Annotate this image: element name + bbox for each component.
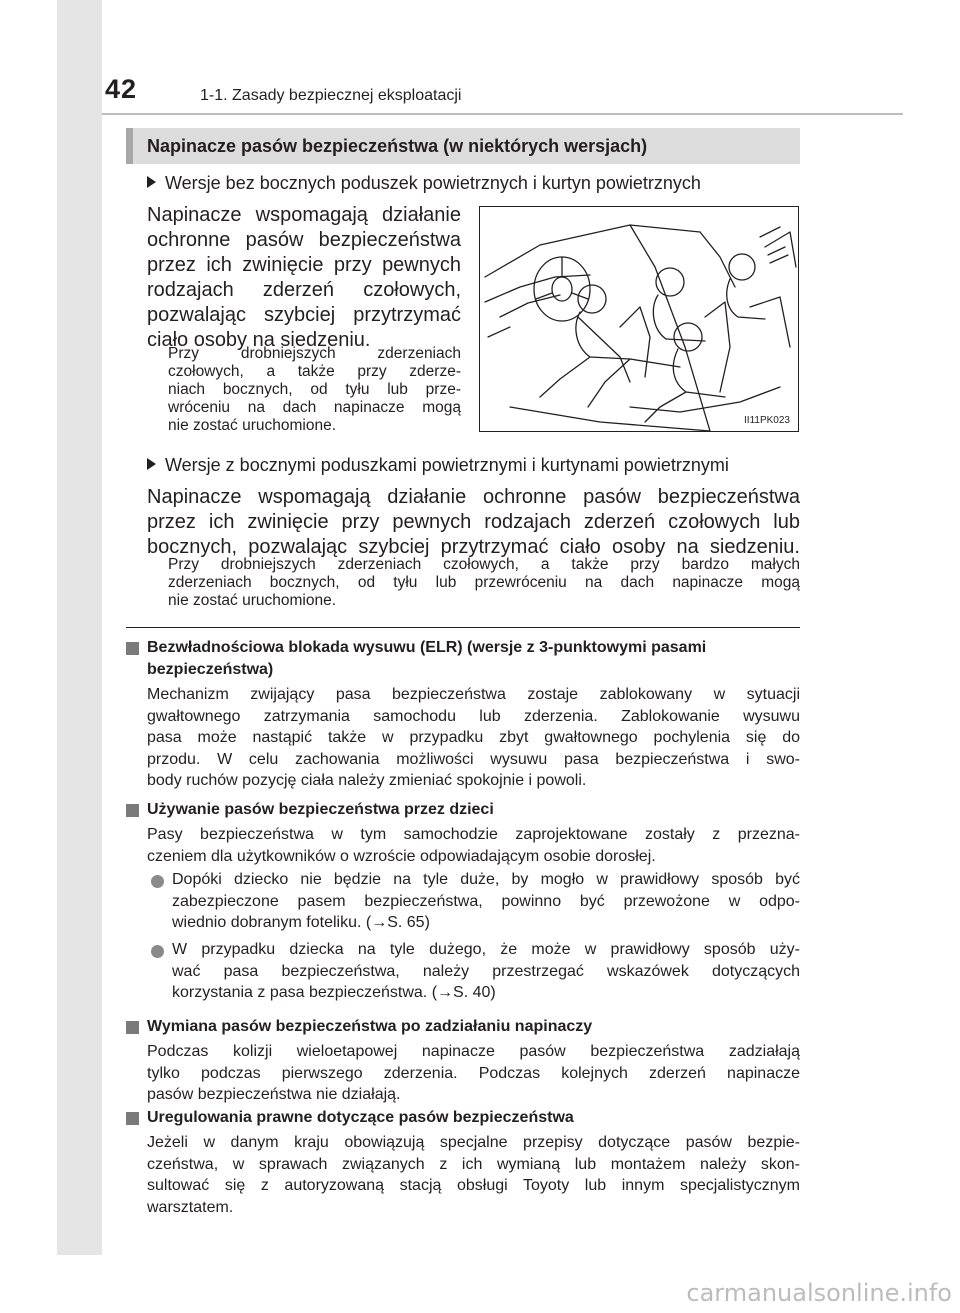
block2-paragraph — [147, 485, 800, 560]
body-line: pasa może nastąpić także w przypadku zbyt gwałtownego pochylenia się do — [147, 729, 800, 746]
section-title-replacement — [147, 1016, 800, 1038]
subheading-text: Wersje bez bocznych poduszek powietrznych i kurtyn powietrznych — [165, 173, 701, 193]
body-line: Pasy bezpieczeństwa w tym samochodzie zaprojektowane zostały z przezna- — [147, 826, 800, 843]
block1-note — [168, 345, 461, 435]
bullet-line: wać pasa bezpieczeństwa, należy przestrzegać wskazówek dotyczących — [172, 962, 800, 980]
title-line: bezpieczeństwa) — [147, 661, 274, 678]
section-body-replacement — [147, 1041, 800, 1106]
figure-code: II11PK023 — [744, 415, 790, 426]
car-interior-occupants-drawing — [480, 207, 798, 431]
body-line: Jeżeli w danym kraju obowiązują specjalne przepisy dotyczące pasów bezpie- — [147, 1134, 800, 1151]
note-line: nie zostać uruchomione. — [168, 417, 337, 434]
square-bullet-icon — [126, 642, 139, 655]
section-heading: Napinacze pasów bezpieczeństwa (w niektórych wersjach) — [147, 136, 648, 156]
note-line: wróceniu na dach napinacze mogą — [168, 399, 461, 416]
header-rule — [102, 113, 903, 115]
body-line: Podczas kolizji wieloetapowej napinacze pasów bezpieczeństwa zadziałają — [147, 1043, 800, 1060]
body-line: czeniem dla użytkowników o wzroście odpowiadającym osobie dorosłej. — [147, 847, 656, 865]
note-line: Przy drobniejszych zderzeniach czołowych, a także przy bardzo małych — [168, 556, 800, 573]
note-line: nie zostać uruchomione. — [168, 592, 337, 609]
subheading-no-side-airbags — [147, 173, 701, 194]
title-line: Wymiana pasów bezpieczeństwa po zadziałaniu napinaczy — [147, 1018, 593, 1035]
bullet-older-child — [172, 939, 800, 1004]
subheading-with-side-airbags — [147, 455, 729, 476]
round-bullet-icon — [151, 945, 164, 958]
body-line: body ruchów pozycję ciała należy zmieniać spokojnie i powoli. — [147, 772, 587, 789]
title-line: Uregulowania prawne dotyczące pasów bezpieczeństwa — [147, 1109, 574, 1126]
square-bullet-icon — [126, 1112, 139, 1125]
bullet-line: zabezpieczone pasem bezpieczeństwa, powinno być przewożone w odpo- — [172, 892, 800, 910]
watermark: carmanualsonline.info — [686, 1279, 952, 1307]
page-number: 42 — [105, 74, 138, 104]
body-line: przodu. W celu zachowania możliwości wysuwu pasa bezpieczeństwa i swo- — [147, 750, 800, 768]
body-line: tylko podczas pierwszego zderzenia. Podczas kolejnych zderzeń napinacze — [147, 1064, 800, 1082]
note-line: zderzeniach bocznych, od tyłu lub przewróceniu na dach napinacze mogą — [168, 574, 800, 591]
note-line: czołowych, a także przy zderze- — [168, 363, 461, 380]
body-line: Mechanizm zwijający pasa bezpieczeństwa zostaje zablokowany w sytuacji — [147, 686, 800, 703]
section-divider — [126, 627, 800, 628]
subheading-text: Wersje z bocznymi poduszkami powietrznymi i kurtynami powietrznymi — [165, 455, 729, 475]
text-line: rodzajach zderzeń czołowych, — [147, 279, 461, 301]
text-line: przez ich zwinięcie przy pewnych — [147, 254, 461, 276]
text-line: przez ich zwinięcie przy pewnych rodzajach zderzeń czołowych lub — [147, 511, 800, 533]
title-line: Używanie pasów bezpieczeństwa przez dzieci — [147, 801, 494, 818]
bullet-line: wiednio dobranym foteliku. (→S. 65) — [172, 914, 430, 931]
text-line: bocznych, pozwalając szybciej przytrzymać ciało osoby na siedzeniu. — [147, 536, 800, 558]
square-bullet-icon — [126, 804, 139, 817]
section-heading-box — [126, 128, 800, 164]
note-line: niach bocznych, od tyłu lub prze- — [168, 381, 461, 398]
text-line: ciało osoby na siedzeniu. — [147, 329, 371, 351]
running-head: 1-1. Zasady bezpiecznej eksploatacji — [200, 87, 462, 104]
block1-paragraph — [147, 203, 461, 353]
round-bullet-icon — [151, 875, 164, 888]
section-body-regulations — [147, 1132, 800, 1218]
bullet-line: Dopóki dziecko nie będzie na tyle duże, by mogło w prawidłowy sposób być — [172, 871, 800, 888]
bullet-child-seat — [172, 869, 800, 934]
text-line: pozwalając szybciej przytrzymać — [147, 304, 461, 326]
bullet-line: korzystania z pasa bezpieczeństwa. (→S. 40) — [172, 984, 496, 1001]
section-title-regulations — [147, 1107, 800, 1129]
title-line: Bezwładnościowa blokada wysuwu (ELR) (wersje z 3-punktowymi pasami — [147, 639, 707, 656]
body-line: sultować się z autoryzowaną stacją obsługi Toyoty lub innym specjalistycznym — [147, 1177, 800, 1194]
triangle-bullet-icon — [147, 176, 156, 188]
page-side-tab — [57, 0, 102, 1255]
seatbelt-pretensioner-illustration — [479, 206, 799, 432]
section-body-children — [147, 824, 800, 867]
section-body-elr — [147, 684, 800, 792]
text-line: Napinacze wspomagają działanie ochronne pasów bezpieczeństwa — [147, 486, 800, 508]
note-line: Przy drobniejszych zderzeniach — [168, 345, 461, 362]
body-line: czeństwa, w sprawach związanych z ich wymianą lub montażem należy skon- — [147, 1155, 800, 1173]
body-line: pasów bezpieczeństwa nie działają. — [147, 1086, 401, 1103]
square-bullet-icon — [126, 1021, 139, 1034]
triangle-bullet-icon — [147, 458, 156, 470]
body-line: warsztatem. — [147, 1198, 234, 1216]
text-line: Napinacze wspomagają działanie — [147, 204, 461, 226]
body-line: gwałtownego zatrzymania samochodu lub zderzenia. Zablokowanie wysuwu — [147, 707, 800, 725]
section-title-children — [147, 799, 800, 821]
block2-note — [168, 556, 800, 610]
section-title-elr — [147, 637, 800, 681]
text-line: ochronne pasów bezpieczeństwa — [147, 229, 461, 251]
bullet-line: W przypadku dziecka na tyle dużego, że może w prawidłowy sposób uży- — [172, 941, 800, 958]
